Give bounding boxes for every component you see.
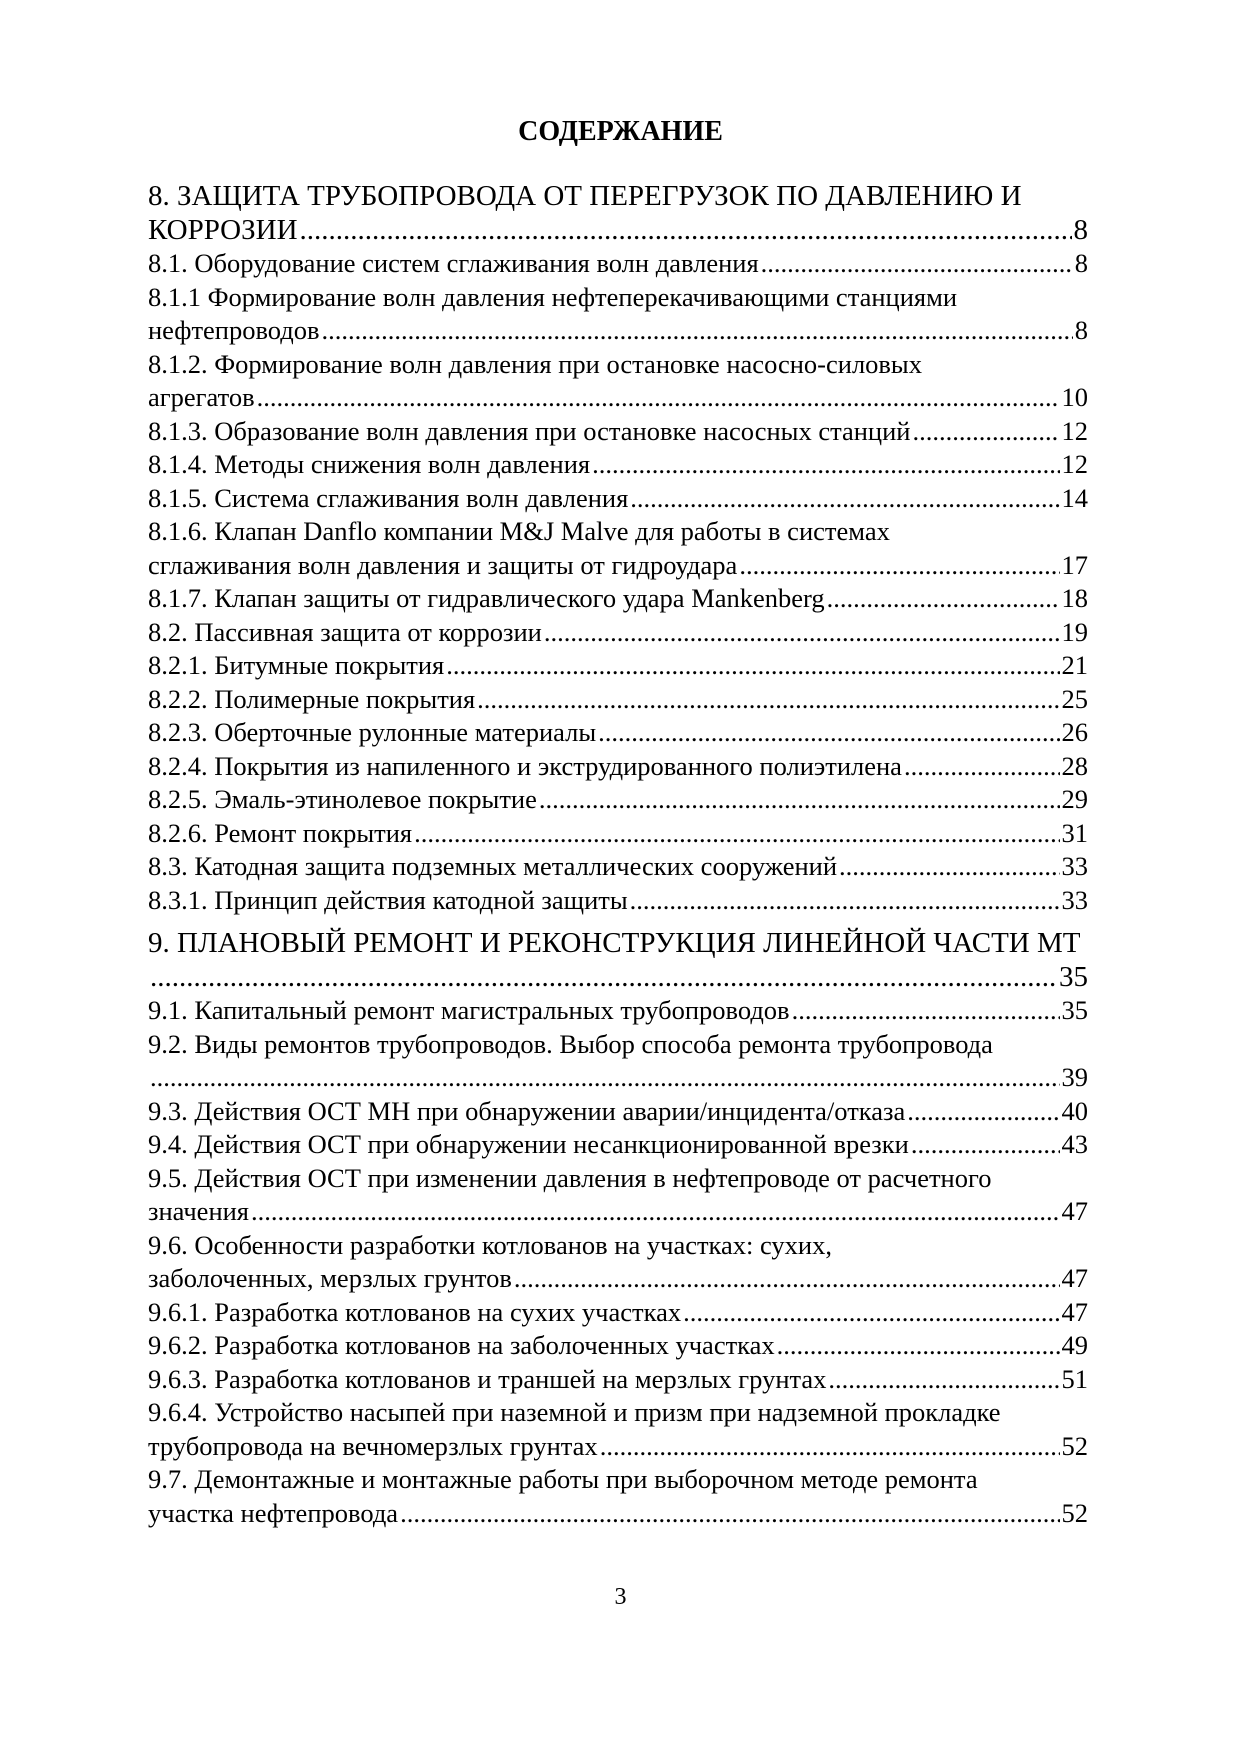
page-title: СОДЕРЖАНИЕ (518, 116, 723, 147)
toc-page-number: 12 (1061, 449, 1088, 479)
toc-entry[interactable] (148, 716, 1088, 750)
toc-line (148, 247, 1088, 281)
toc-entry[interactable] (148, 247, 1088, 281)
toc-page-number: 17 (1061, 549, 1088, 580)
toc-page-number: 21 (1061, 650, 1088, 680)
toc-entry-title: 8.1.3. Образование волн давления при остановке насосных станций (148, 415, 911, 446)
toc-entry[interactable] (148, 1028, 1088, 1095)
toc-page-number: 8 (1074, 315, 1088, 345)
toc-entry[interactable] (148, 482, 1088, 516)
toc-entry-title: 8. ЗАЩИТА ТРУБОПРОВОДА ОТ ПЕРЕГРУЗОК ПО ДАВЛЕНИЮ И (148, 180, 1022, 212)
toc-entry-title: 9.7. Демонтажные и монтажные работы при выборочном методе ремонта (148, 1464, 978, 1494)
toc-line (148, 1229, 1088, 1263)
toc-page-number: 10 (1061, 382, 1088, 412)
dot-leader (400, 1497, 1059, 1531)
toc-entry-title: значения (148, 1196, 249, 1226)
toc-entry[interactable] (148, 1162, 1088, 1229)
toc-entry-title: трубопровода на вечномерзлых грунтах (148, 1430, 598, 1461)
toc-line (148, 1430, 1088, 1464)
toc-entry[interactable] (148, 649, 1088, 683)
dot-leader (477, 683, 1059, 717)
dot-leader (827, 582, 1060, 616)
toc-entry-title: 8.1.7. Клапан защиты от гидравлического удара Mankenberg (148, 583, 825, 613)
toc-line (148, 1329, 1088, 1363)
toc-entry[interactable] (148, 850, 1088, 884)
toc-page-number: 8 (1074, 248, 1088, 278)
toc-page-number: 47 (1061, 1263, 1088, 1293)
dot-leader (777, 1329, 1060, 1363)
toc-entry-title: 9.1. Капитальный ремонт магистральных трубопроводов (148, 995, 790, 1025)
toc-page-number: 8 (1073, 213, 1088, 246)
dot-leader (761, 247, 1073, 281)
dot-leader (251, 1195, 1060, 1229)
toc-page-number: 51 (1061, 1363, 1088, 1394)
toc-entry[interactable] (148, 750, 1088, 784)
dot-leader (514, 1262, 1060, 1296)
toc-line (148, 1396, 1088, 1430)
toc-entry[interactable] (148, 1095, 1088, 1129)
toc-entry-title: 9.6.3. Разработка котлованов и траншей на мерзлых грунтах (148, 1363, 827, 1394)
toc-entry-title: 9.4. Действия ОСТ при обнаружении несанкционированной врезки (148, 1129, 909, 1159)
toc-line (148, 1195, 1088, 1229)
dot-leader (792, 994, 1060, 1028)
toc-line (148, 783, 1088, 817)
toc-page-number: 35 (1059, 960, 1088, 993)
toc-entry[interactable] (148, 1396, 1088, 1463)
toc-line (148, 961, 1088, 995)
toc-page-number: 28 (1061, 750, 1088, 781)
toc-entry[interactable] (148, 281, 1088, 348)
toc-line (148, 649, 1088, 683)
toc-line (148, 582, 1088, 616)
toc-line (148, 817, 1088, 851)
toc-entry[interactable] (148, 1296, 1088, 1330)
toc-entry[interactable] (148, 448, 1088, 482)
toc-line (148, 482, 1088, 516)
toc-line (148, 1095, 1088, 1129)
toc-entry[interactable] (148, 884, 1088, 918)
toc-line (148, 616, 1088, 650)
toc-entry-title: сглаживания волн давления и защиты от гидроудара (148, 549, 738, 580)
toc-page-number: 52 (1061, 1497, 1088, 1528)
toc-page-number: 33 (1061, 884, 1088, 915)
toc-line (148, 750, 1088, 784)
dot-leader (322, 314, 1073, 348)
toc-line (148, 314, 1088, 348)
toc-entry[interactable] (148, 582, 1088, 616)
toc-entry-title: участка нефтепровода (148, 1497, 399, 1528)
toc-entry-title: 8.2.5. Эмаль-этинолевое покрытие (148, 784, 537, 814)
toc-page-number: 25 (1061, 683, 1088, 714)
toc-page-number: 49 (1061, 1330, 1088, 1360)
toc-line (148, 1262, 1088, 1296)
toc-entry-title: агрегатов (148, 382, 255, 412)
toc-entry-title: 9.6.2. Разработка котлованов на заболоченных участках (148, 1330, 775, 1360)
toc-entry-title: 8.3. Катодная защита подземных металлических сооружений (148, 851, 838, 881)
dot-leader (912, 415, 1059, 449)
toc-entry-title: 9.5. Действия ОСТ при изменении давления в нефтепроводе от расчетного (148, 1162, 992, 1193)
toc-line (148, 549, 1088, 583)
toc-line (148, 1128, 1088, 1162)
toc-line (148, 994, 1088, 1028)
toc-entry-title: 9.6. Особенности разработки котлованов на участках: сухих, (148, 1229, 832, 1260)
toc-line (148, 683, 1088, 717)
toc-page-number: 19 (1061, 616, 1088, 647)
toc-entry-title: 8.1.6. Клапан Danflo компании M&J Malve для работы в системах (148, 516, 890, 546)
toc-page-number: 40 (1061, 1095, 1088, 1126)
toc-entry[interactable] (148, 783, 1088, 817)
dot-leader (544, 616, 1060, 650)
dot-leader (300, 214, 1072, 248)
section-gap (148, 917, 1088, 927)
toc-entry-title: 8.2.4. Покрытия из напиленного и экструдированного полиэтилена (148, 750, 902, 781)
dot-leader (150, 961, 1057, 995)
toc-page-number: 39 (1061, 1062, 1088, 1092)
toc-entry[interactable] (148, 994, 1088, 1028)
dot-leader (630, 482, 1059, 516)
toc-page-number: 33 (1061, 851, 1088, 881)
dot-leader (257, 381, 1060, 415)
toc-line (148, 415, 1088, 449)
dot-leader (683, 1296, 1059, 1330)
toc-entry[interactable] (148, 683, 1088, 717)
dot-leader (839, 850, 1059, 884)
toc-line (148, 1296, 1088, 1330)
dot-leader (598, 716, 1059, 750)
toc-line (148, 1028, 1088, 1062)
toc-line (148, 1497, 1088, 1531)
toc-page-number: 31 (1061, 817, 1088, 848)
dot-leader (539, 783, 1060, 817)
toc-entry-title: 8.2.1. Битумные покрытия (148, 650, 445, 680)
toc-entry-title: заболоченных, мерзлых грунтов (148, 1263, 512, 1293)
toc-line (148, 1463, 1088, 1497)
toc-entry-title: 9.6.1. Разработка котлованов на сухих участках (148, 1296, 682, 1327)
toc-entry[interactable] (148, 1229, 1088, 1296)
toc-entry[interactable] (148, 1463, 1088, 1530)
toc-line (148, 448, 1088, 482)
toc-entry-title: КОРРОЗИИ (148, 213, 298, 246)
toc-entry[interactable] (148, 1329, 1088, 1363)
toc-line (148, 381, 1088, 415)
dot-leader (150, 1061, 1060, 1095)
toc-page-number: 35 (1061, 995, 1088, 1025)
page-number: 3 (614, 1584, 627, 1610)
toc-entry[interactable] (148, 616, 1088, 650)
toc-entry-title: 8.2.6. Ремонт покрытия (148, 817, 413, 848)
toc-entry-title: 8.2.3. Оберточные рулонные материалы (148, 717, 597, 747)
toc-line (148, 1061, 1088, 1095)
toc-entry-title: 9.2. Виды ремонтов трубопроводов. Выбор способа ремонта трубопровода (148, 1028, 993, 1059)
toc-line (148, 515, 1088, 549)
toc-page-number: 26 (1061, 717, 1088, 747)
toc-entry-title: 8.2. Пассивная защита от коррозии (148, 616, 542, 647)
toc-line (148, 884, 1088, 918)
toc-page-number: 29 (1061, 784, 1088, 814)
toc-chapter-entry[interactable] (148, 180, 1088, 247)
toc-entry-title: 8.1.5. Система сглаживания волн давления (148, 482, 629, 513)
toc-entry-title: нефтепроводов (148, 315, 320, 345)
toc-entry-title: 8.2.2. Полимерные покрытия (148, 683, 476, 714)
dot-leader (446, 649, 1059, 683)
dot-leader (630, 884, 1060, 918)
toc-page-number: 12 (1061, 415, 1088, 446)
toc-entry[interactable] (148, 1128, 1088, 1162)
toc-entry[interactable] (148, 817, 1088, 851)
toc-page-number: 52 (1061, 1430, 1088, 1461)
toc-page-number: 43 (1061, 1129, 1088, 1159)
toc-entry[interactable] (148, 515, 1088, 582)
toc-line (148, 716, 1088, 750)
toc-page-number: 18 (1061, 583, 1088, 613)
toc-entry-title: 9.3. Действия ОСТ МН при обнаружении аварии/инцидента/отказа (148, 1095, 906, 1126)
toc-page-number: 47 (1061, 1296, 1088, 1327)
table-of-contents (148, 180, 1088, 1530)
dot-leader (592, 448, 1059, 482)
toc-entry-title: 8.1. Оборудование систем сглаживания волн давления (148, 248, 759, 278)
toc-line (148, 1162, 1088, 1196)
toc-line (148, 281, 1088, 315)
dot-leader (828, 1363, 1059, 1397)
dot-leader (600, 1430, 1060, 1464)
toc-line (148, 1363, 1088, 1397)
toc-page-number: 14 (1061, 482, 1088, 513)
dot-leader (414, 817, 1059, 851)
dot-leader (911, 1128, 1060, 1162)
toc-entry[interactable] (148, 415, 1088, 449)
toc-entry[interactable] (148, 348, 1088, 415)
toc-entry-title: 8.1.2. Формирование волн давления при остановке насосно-силовых (148, 348, 922, 379)
toc-line (148, 180, 1088, 214)
toc-entry-title: 8.1.1 Формирование волн давления нефтеперекачивающими станциями (148, 281, 958, 312)
toc-line (148, 850, 1088, 884)
toc-line (148, 214, 1088, 248)
toc-entry-title: 9.6.4. Устройство насыпей при наземной и призм при надземной прокладке (148, 1397, 1001, 1427)
toc-entry-title: 9. ПЛАНОВЫЙ РЕМОНТ И РЕКОНСТРУКЦИЯ ЛИНЕЙНОЙ ЧАСТИ МТ (148, 927, 1081, 959)
dot-leader (904, 750, 1060, 784)
toc-chapter-entry[interactable] (148, 927, 1088, 994)
toc-entry-title: 8.3.1. Принцип действия катодной защиты (148, 884, 628, 915)
toc-page-number: 47 (1061, 1196, 1088, 1226)
dot-leader (907, 1095, 1059, 1129)
dot-leader (739, 549, 1059, 583)
toc-entry[interactable] (148, 1363, 1088, 1397)
toc-line (148, 348, 1088, 382)
toc-entry-title: 8.1.4. Методы снижения волн давления (148, 449, 591, 479)
toc-line (148, 927, 1088, 961)
